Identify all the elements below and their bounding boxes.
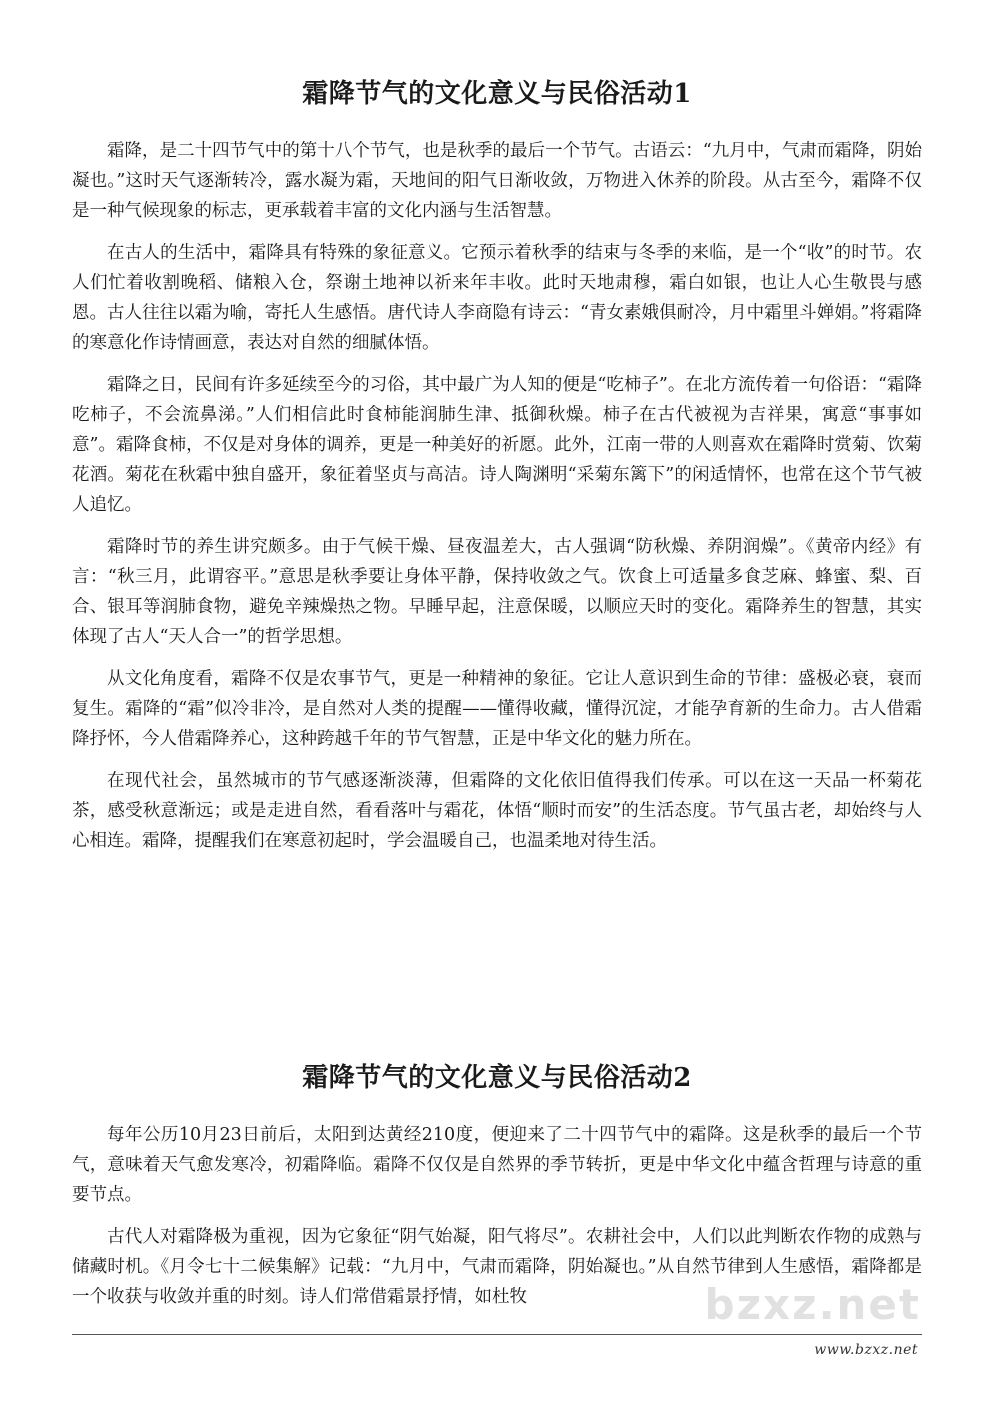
paragraph: 在古人的生活中，霜降具有特殊的象征意义。它预示着秋季的结束与冬季的来临，是一个“收”的时节。农人们忙着收割晚稻、储粮入仓，祭谢土地神以祈来年丰收。此时天地肃穆，霜白如银，也让人心生敬畏与感恩。古人往往以霜为喻，寄托人生感悟。唐代诗人李商隐有诗云：“青女素娥俱耐冷，月中霜里斗婵娟。”将霜降的寒意化作诗情画意，表达对自然的细腻体悟。 — [72, 242, 922, 353]
footer-url: www.bzxz.net — [814, 1342, 918, 1358]
paragraph: 从文化角度看，霜降不仅是农事节气，更是一种精神的象征。它让人意识到生命的节律：盛极必衰，衰而复生。霜降的“霜”似冷非冷，是自然对人类的提醒——懂得收藏，懂得沉淀，才能孕育新的生命力。古人借霜降抒怀，今人借霜降养心，这种跨越千年的节气智慧，正是中华文化的魅力所在。 — [72, 668, 922, 749]
article-title: 霜降节气的文化意义与民俗活动1 — [302, 79, 692, 109]
paragraph: 在现代社会，虽然城市的节气感逐渐淡薄，但霜降的文化依旧值得我们传承。可以在这一天品一杯菊花茶，感受秋意渐远；或是走进自然，看看落叶与霜花，体悟“顺时而安”的生活态度。节气虽古老，却始终与人心相连。霜降，提醒我们在寒意初起时，学会温暖自己，也温柔地对待生活。 — [72, 770, 922, 851]
paragraph: 霜降之日，民间有许多延续至今的习俗，其中最广为人知的便是“吃柿子”。在北方流传着一句俗语：“霜降吃柿子，不会流鼻涕。”人们相信此时食柿能润肺生津、抵御秋燥。柿子在古代被视为吉祥果，寓意“事事如意”。霜降食柿，不仅是对身体的调养，更是一种美好的祈愿。此外，江南一带的人则喜欢在霜降时赏菊、饮菊花酒。菊花在秋霜中独自盛开，象征着坚贞与高洁。诗人陶渊明“采菊东篱下”的闲适情怀，也常在这个节气被人追忆。 — [72, 374, 922, 515]
article-1 — [72, 78, 922, 868]
paragraph: 每年公历10月23日前后，太阳到达黄经210度，便迎来了二十四节气中的霜降。这是秋季的最后一个节气，意味着天气愈发寒冷，初霜降临。霜降不仅仅是自然界的季节转折，更是中华文化中蕴含哲理与诗意的重要节点。 — [72, 1124, 922, 1205]
footer-divider — [72, 1334, 922, 1335]
paragraph: 古代人对霜降极为重视，因为它象征“阴气始凝，阳气将尽”。农耕社会中，人们以此判断农作物的成熟与储藏时机。《月令七十二候集解》记载：“九月中，气肃而霜降，阴始凝也。”从自然节律到人生感悟，霜降都是一个收获与收敛并重的时刻。诗人们常借霜景抒情，如杜牧 — [72, 1226, 922, 1307]
paragraph: 霜降，是二十四节气中的第十八个节气，也是秋季的最后一个节气。古语云：“九月中，气肃而霜降，阴始凝也。”这时天气逐渐转冷，露水凝为霜，天地间的阳气日渐收敛，万物进入休养的阶段。从古至今，霜降不仅是一种气候现象的标志，更承载着丰富的文化内涵与生活智慧。 — [72, 140, 922, 221]
article-title: 霜降节气的文化意义与民俗活动2 — [302, 1063, 692, 1093]
paragraph: 霜降时节的养生讲究颇多。由于气候干燥、昼夜温差大，古人强调“防秋燥、养阴润燥”。《黄帝内经》有言：“秋三月，此谓容平。”意思是秋季要让身体平静，保持收敛之气。饮食上可适量多食芝麻、蜂蜜、梨、百合、银耳等润肺食物，避免辛辣燥热之物。早睡早起，注意保暖，以顺应天时的变化。霜降养生的智慧，其实体现了古人“天人合一”的哲学思想。 — [72, 536, 922, 647]
site-watermark: bzxz.net — [704, 1280, 921, 1329]
